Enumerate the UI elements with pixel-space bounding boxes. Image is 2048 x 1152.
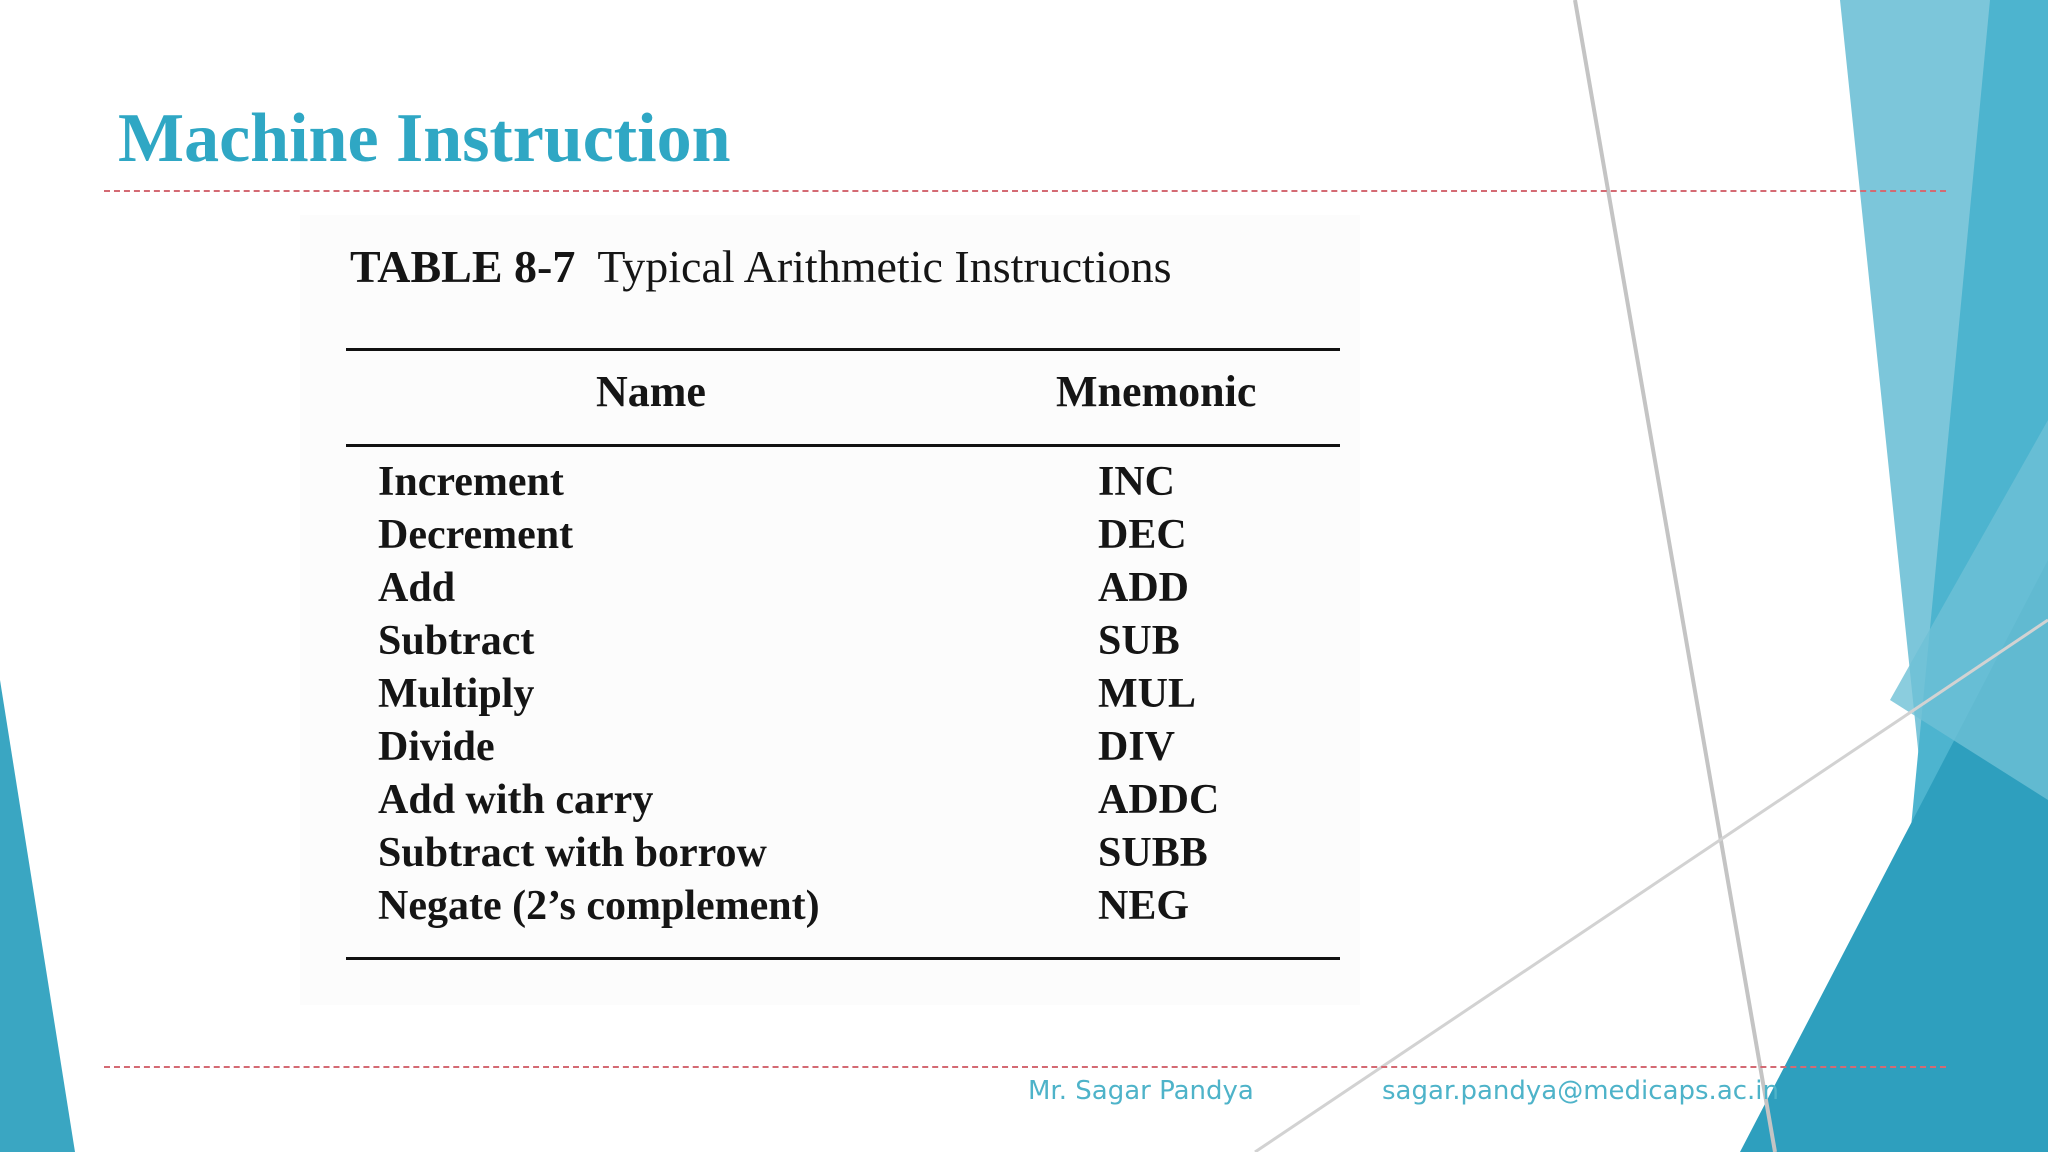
- instruction-name: Subtract: [378, 618, 535, 664]
- table-caption-text: Typical Arithmetic Instructions: [597, 241, 1172, 292]
- table-row: [378, 615, 1318, 668]
- table-body: [378, 456, 1318, 933]
- instruction-mnemonic: ADDC: [1098, 777, 1220, 823]
- diagonal-line-1: [1575, 0, 1775, 1152]
- instruction-name: Increment: [378, 459, 564, 505]
- instruction-name: Add with carry: [378, 777, 654, 823]
- table-caption: [350, 240, 1172, 293]
- top-divider: [104, 190, 1946, 192]
- table-row: [378, 827, 1318, 880]
- instruction-mnemonic: DEC: [1098, 512, 1187, 558]
- instruction-mnemonic: NEG: [1098, 883, 1190, 929]
- bottom-divider: [104, 1066, 1946, 1068]
- table-header-rule: [346, 444, 1340, 447]
- table-top-rule: [346, 348, 1340, 351]
- table-row: [378, 456, 1318, 509]
- instruction-name: Multiply: [378, 671, 535, 717]
- instruction-mnemonic: SUB: [1098, 618, 1180, 664]
- column-header-name: Name: [596, 367, 706, 416]
- instruction-name: Negate (2’s complement): [378, 883, 820, 929]
- table-number: TABLE 8-7: [350, 241, 576, 292]
- table-row: [378, 774, 1318, 827]
- table-row: [378, 509, 1318, 562]
- footer-email: sagar.pandya@medicaps.ac.in: [1382, 1076, 1780, 1106]
- table-bottom-rule: [346, 957, 1340, 960]
- instruction-name: Divide: [378, 724, 495, 770]
- instruction-mnemonic: DIV: [1098, 724, 1176, 770]
- instruction-name: Decrement: [378, 512, 574, 558]
- table-row: [378, 880, 1318, 933]
- instruction-mnemonic: INC: [1098, 459, 1176, 505]
- column-header-mnemonic: Mnemonic: [1056, 367, 1257, 416]
- table-row: [378, 668, 1318, 721]
- instruction-name: Subtract with borrow: [378, 830, 767, 876]
- footer-author: Mr. Sagar Pandya: [1028, 1076, 1254, 1106]
- instruction-name: Add: [378, 565, 456, 611]
- instruction-mnemonic: ADD: [1098, 565, 1189, 611]
- table-row: [378, 562, 1318, 615]
- instruction-mnemonic: SUBB: [1098, 830, 1208, 876]
- table-row: [378, 721, 1318, 774]
- slide-title: Machine Instruction: [118, 100, 731, 177]
- instruction-mnemonic: MUL: [1098, 671, 1196, 717]
- left-accent-shape: [0, 680, 75, 1152]
